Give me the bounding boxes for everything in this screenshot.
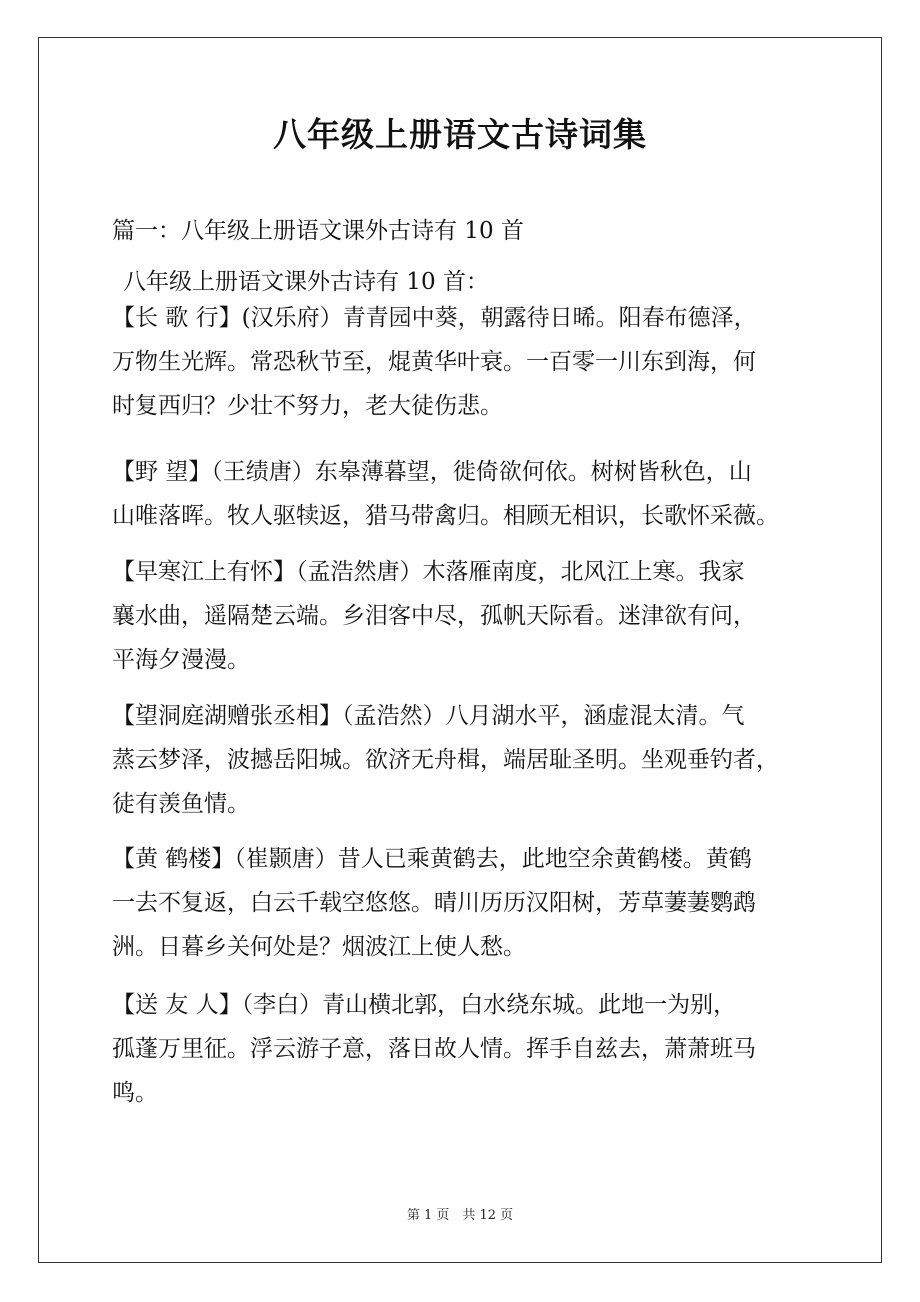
poem-line: 【黄 鹤楼】（崔颢唐）昔人已乘黄鹤去，此地空余黄鹤楼。黄鹤: [112, 846, 752, 872]
poem-line: 洲。日暮乡关何处是？烟波江上使人愁。: [112, 934, 526, 960]
poem-line: 时复西归？少壮不努力，老大徒伤悲。: [112, 393, 503, 419]
poem-line: 鸣。: [112, 1080, 158, 1106]
poem-line: 【野 望】（王绩唐）东皋薄暮望，徙倚欲何依。树树皆秋色，山: [112, 459, 752, 485]
poem-block: [112, 694, 814, 826]
intro-line: 八年级上册语文课外古诗有 10 首：: [123, 269, 489, 295]
poem-line: 襄水曲，遥隔楚云端。乡泪客中尽，孤帆天际看。迷津欲有问，: [112, 603, 756, 629]
poem-line: 【送 友 人】（李白）青山横北郭，白水绕东城。此地一为别，: [112, 992, 737, 1018]
poem-line: 孤蓬万里征。浮云游子意，落日故人情。挥手自兹去，萧萧班马: [112, 1036, 756, 1062]
poem-line: 一去不复返，白云千载空悠悠。晴川历历汉阳树，芳草萋萋鹦鹉: [112, 890, 756, 916]
poem-line: 山唯落晖。牧人驱犊返，猎马带禽归。相顾无相识，长歌怀采薇。: [112, 503, 779, 529]
document-title: 八年级上册语文古诗词集: [273, 115, 647, 154]
poem-line: 【早寒江上有怀】（孟浩然唐）木落雁南度，北风江上寒。我家: [112, 559, 745, 585]
poem-block: [112, 983, 814, 1115]
poem-block: [112, 550, 814, 682]
poem-line: 徒有羡鱼情。: [112, 791, 250, 817]
poem-line: 平海夕漫漫。: [112, 647, 250, 673]
poem-block: [112, 296, 814, 428]
poem-line: 【长 歌 行】(汉乐府）青青园中葵，朝露待日晞。阳春布德泽，: [112, 305, 757, 331]
section-heading: 篇一：八年级上册语文课外古诗有 10 首: [112, 218, 524, 244]
page-number-footer: 第 1 页 共 12 页: [406, 1208, 514, 1223]
poem-line: 万物生光辉。常恐秋节至，焜黄华叶衰。一百零一川东到海，何: [112, 349, 756, 375]
poem-line: 蒸云梦泽，波撼岳阳城。欲济无舟楫，端居耻圣明。坐观垂钓者，: [112, 747, 779, 773]
poem-line: 【望洞庭湖赠张丞相】（孟浩然）八月湖水平，涵虚混太清。气: [112, 703, 745, 729]
poem-block: [112, 450, 814, 538]
poem-block: [112, 837, 814, 969]
